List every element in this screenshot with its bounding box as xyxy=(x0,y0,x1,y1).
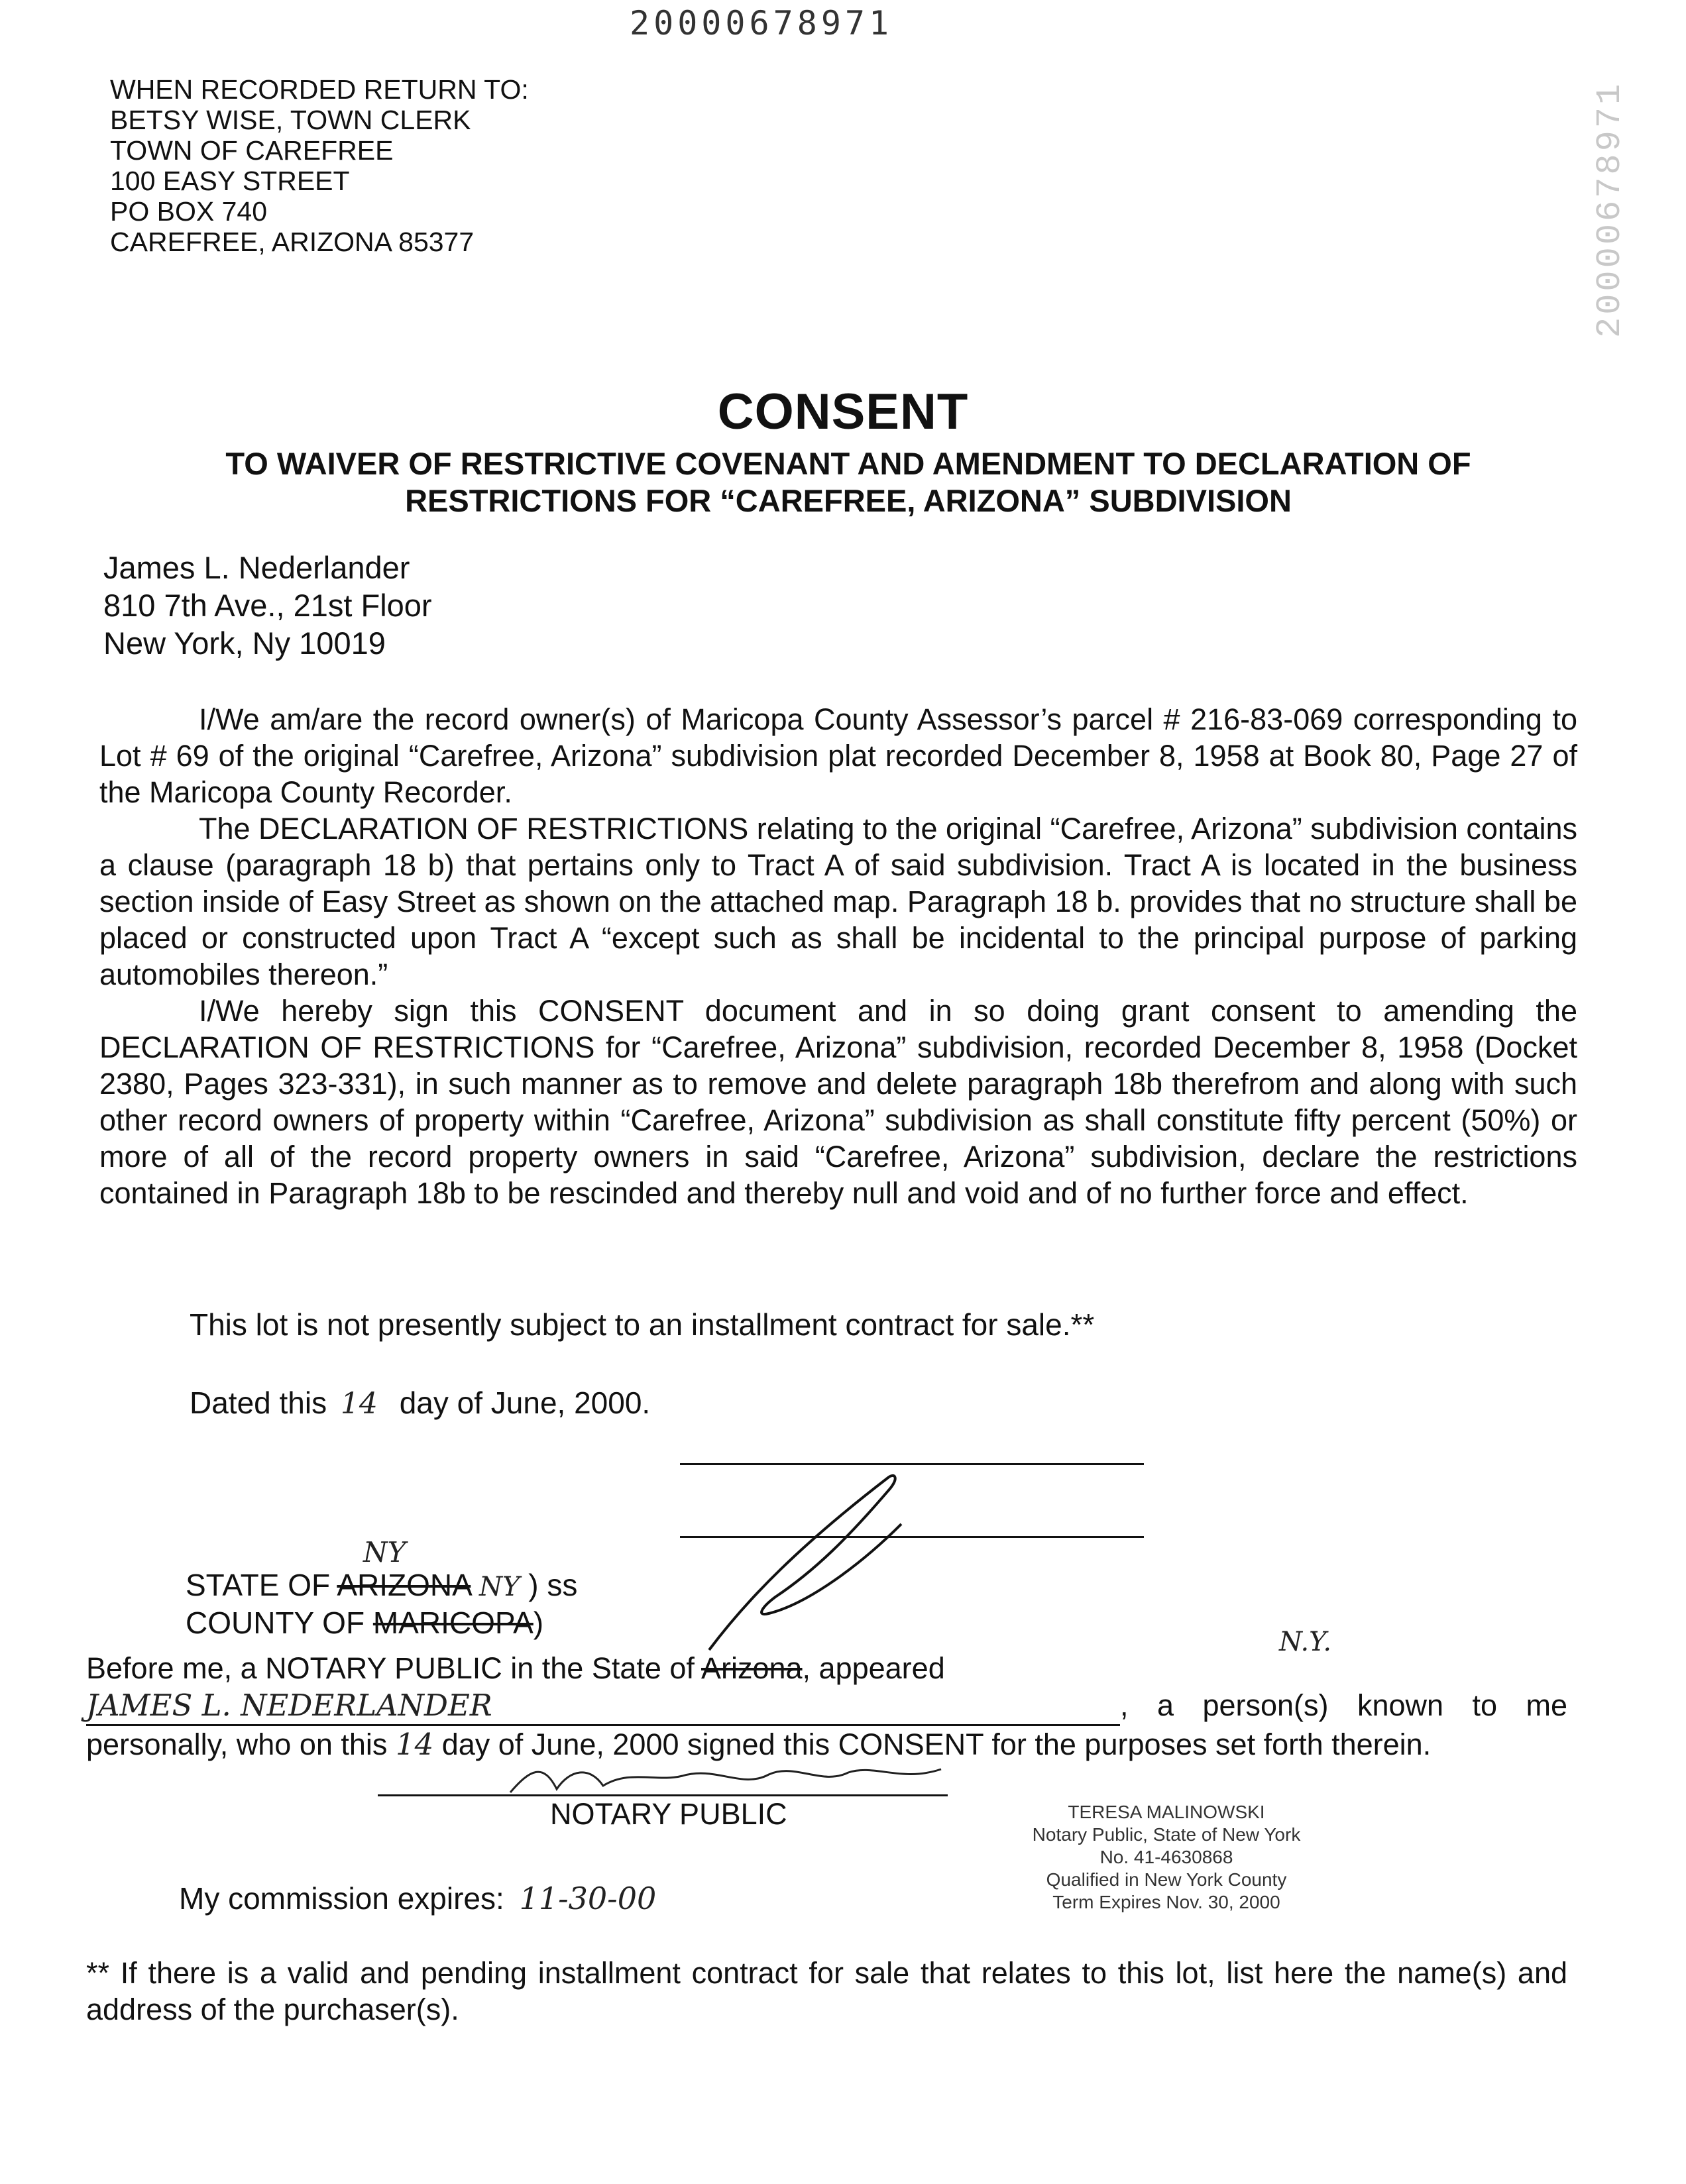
return-line: WHEN RECORDED RETURN TO: xyxy=(110,74,529,105)
body-paragraph-ownership: I/We am/are the record owner(s) of Maricopa County Assessor’s parcel # 216-83-069 corresponding to Lot # 69 of the original “Carefree, Arizona” subdivision plat recorded December 8, 1958 at Book 80, Page 27 of the Maricopa County Recorder. xyxy=(99,702,1577,809)
stamp-line: Term Expires Nov. 30, 2000 xyxy=(1052,1892,1280,1912)
state-line xyxy=(186,1567,577,1603)
state-label: STATE OF xyxy=(186,1568,331,1602)
return-line: 100 EASY STREET xyxy=(110,166,350,196)
state-of-handwritten: N.Y. xyxy=(1279,1627,1332,1657)
return-line: TOWN OF CAREFREE xyxy=(110,135,394,166)
return-line: CAREFREE, ARIZONA 85377 xyxy=(110,227,475,257)
owner-name: James L. Nederlander xyxy=(103,550,410,585)
notary-signature-scribble xyxy=(504,1756,954,1802)
document-subtitle: TO WAIVER OF RESTRICTIVE COVENANT AND AMENDMENT TO DECLARATION OF RESTRICTIONS FOR “CAREFREE, ARIZONA” SUBDIVISION xyxy=(225,446,1471,518)
dated-line xyxy=(190,1385,650,1421)
person-day-handwritten: 14 xyxy=(395,1727,434,1762)
state-handwritten-ny: NY xyxy=(363,1536,406,1568)
document-title: CONSENT xyxy=(717,384,969,440)
appeared-name-handwritten: JAMES L. NEDERLANDER xyxy=(86,1687,1120,1726)
appeared-text: , appeared xyxy=(802,1651,945,1685)
person-text: , a person(s) known to me personally, who on this xyxy=(86,1688,1567,1761)
return-line: BETSY WISE, TOWN CLERK xyxy=(110,105,471,135)
dated-prefix: Dated this xyxy=(190,1386,327,1420)
notary-acknowledgment xyxy=(86,1650,1567,1763)
return-line: PO BOX 740 xyxy=(110,196,268,227)
state-struck: ARIZONA xyxy=(337,1568,471,1602)
commission-label: My commission expires: xyxy=(179,1881,504,1916)
stamp-line: Qualified in New York County xyxy=(1046,1869,1287,1890)
installment-statement: This lot is not presently subject to an installment contract for sale.** xyxy=(190,1307,1095,1342)
county-suffix: ) xyxy=(533,1606,544,1640)
county-line xyxy=(186,1605,543,1641)
stamp-line: No. 41-4630868 xyxy=(1099,1847,1233,1867)
county-label: COUNTY OF xyxy=(186,1606,365,1640)
owner-address-block xyxy=(103,549,432,662)
return-address-block xyxy=(110,74,529,257)
stamp-line: TERESA MALINOWSKI xyxy=(1068,1802,1265,1822)
body-paragraph-restrictions: The DECLARATION OF RESTRICTIONS relating to the original “Carefree, Arizona” subdivision contains a clause (paragraph 18 b) that pertains only to Tract A of said subdivision. Tract A is located in the business section inside of Easy Street as shown on the attached map. Paragraph 18 b. provides that no structure shall be placed or constructed upon Tract A “except such as shall be incidental to the principal purpose of parking automobiles thereon.” xyxy=(99,812,1577,991)
consent-body xyxy=(99,701,1577,1211)
state-of-struck: Arizona xyxy=(701,1651,803,1685)
body-paragraph-consent: I/We hereby sign this CONSENT document and in so doing grant consent to amending the DECLARATION OF RESTRICTIONS for “Carefree, Arizona” subdivision, recorded December 8, 1958 (Docket 2380, Pages 323-331), in such manner as to remove and delete paragraph 18b therefrom and along with such other record owners of property within “Carefree, Arizona” subdivision as shall constitute fifty percent (50%) or more of all of the record property owners in said “Carefree, Arizona” subdivision, declare the restrictions contained in Paragraph 18b to be rescinded and thereby null and void and of no further force and effect. xyxy=(99,994,1577,1210)
footnote: ** If there is a valid and pending installment contract for sale that relates to this lot, list here the name(s) and address of the purchaser(s). xyxy=(86,1956,1567,2026)
dated-day-handwritten: 14 xyxy=(340,1387,378,1421)
state-handwritten-above xyxy=(363,1536,406,1568)
person-rest-text: day of June, 2000 signed this CONSENT for the purposes set forth therein. xyxy=(441,1727,1432,1761)
commission-date-handwritten: 11-30-00 xyxy=(519,1881,657,1916)
dated-suffix: day of June, 2000. xyxy=(399,1386,651,1420)
stamp-line: Notary Public, State of New York xyxy=(1032,1824,1301,1845)
side-recording-stamp: 20000678971 xyxy=(1591,81,1630,338)
ss-mark: ) ss xyxy=(528,1568,578,1602)
document-number: 20000678971 xyxy=(630,4,893,42)
owner-address-line: 810 7th Ave., 21st Floor xyxy=(103,588,432,623)
county-struck: MARICOPA xyxy=(372,1606,534,1640)
state-handwritten-inline: NY xyxy=(479,1572,520,1602)
notary-stamp xyxy=(981,1801,1352,1914)
owner-address-line: New York, Ny 10019 xyxy=(103,626,386,661)
commission-expires xyxy=(179,1881,656,1916)
before-me-text: Before me, a NOTARY PUBLIC in the State of xyxy=(86,1651,695,1685)
owner-signature-scribble xyxy=(689,1464,968,1663)
notary-public-label: NOTARY PUBLIC xyxy=(550,1797,787,1831)
